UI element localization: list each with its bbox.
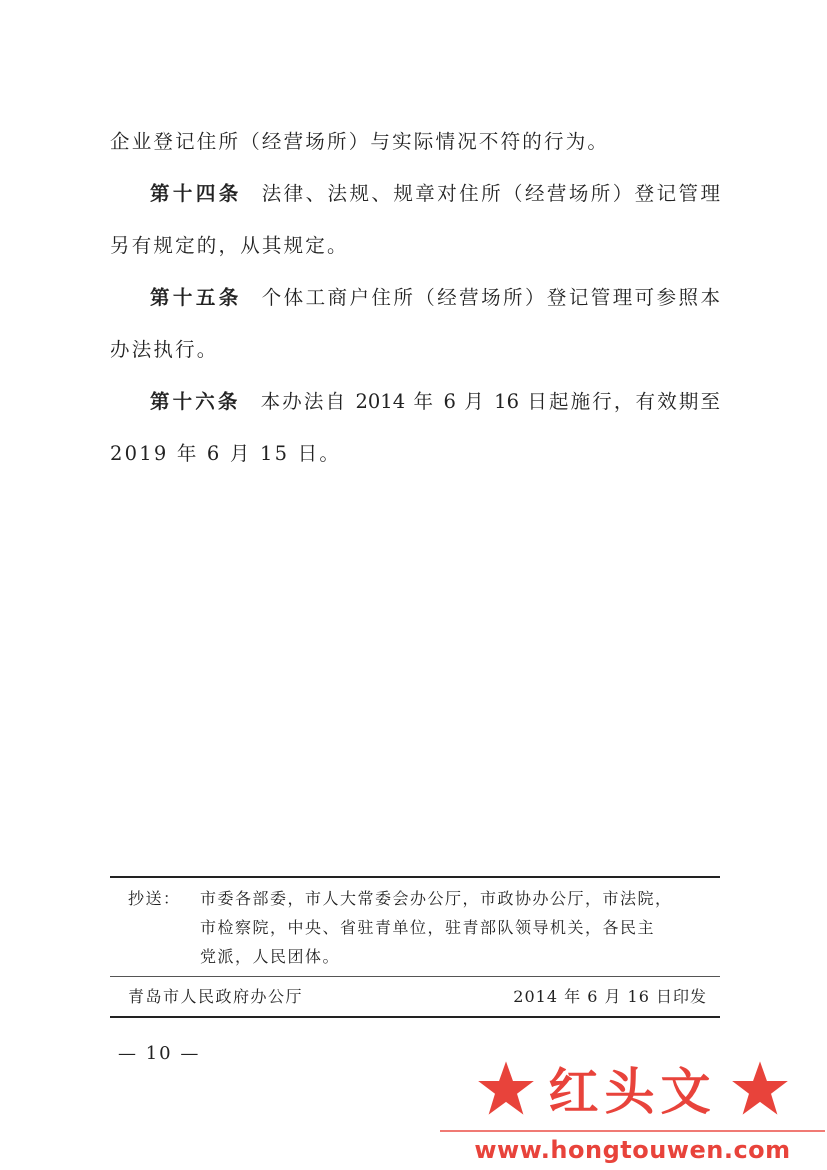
cc-bottom-rule — [110, 976, 720, 977]
watermark-band — [440, 1130, 825, 1132]
cc-recipients: 市委各部委，市人大常委会办公厅，市政协办公厅，市法院， — [200, 889, 673, 908]
article-label: 第十六条 — [150, 390, 241, 413]
issue-bottom-rule — [110, 1016, 720, 1018]
cc-label: 抄送： — [128, 889, 181, 908]
issuing-office: 青岛市人民政府办公厅 — [128, 987, 304, 1006]
cc-recipients: 党派，人民团体。 — [200, 947, 341, 966]
cc-top-rule — [110, 876, 720, 878]
watermark-text: 红头文 — [548, 1062, 717, 1121]
article-text: 本办法自 2014 年 6 月 16 日起施行，有效期至 — [260, 390, 720, 413]
cc-block — [128, 884, 708, 971]
star-icon — [477, 1060, 535, 1116]
article-16 — [110, 388, 720, 416]
watermark — [440, 1052, 825, 1170]
article-label: 第十四条 — [150, 182, 242, 205]
article-15 — [110, 284, 720, 312]
article-label: 第十五条 — [150, 286, 242, 309]
article-14-continued: 另有规定的，从其规定。 — [110, 234, 349, 257]
article-15-continued: 办法执行。 — [110, 338, 219, 361]
article-14 — [110, 180, 720, 208]
article-text: 个体工商户住所（经营场所）登记管理可参照本 — [261, 286, 720, 309]
article-text: 法律、法规、规章对住所（经营场所）登记管理 — [261, 182, 720, 205]
issue-date: 2014 年 6 月 16 日印发 — [513, 987, 707, 1006]
star-icon — [731, 1060, 789, 1116]
watermark-url: www.hongtouwen.com — [474, 1136, 791, 1164]
page-number: — 10 — — [118, 1043, 201, 1064]
article-16-continued: 2019 年 6 月 15 日。 — [110, 442, 342, 465]
paragraph-line: 企业登记住所（经营场所）与实际情况不符的行为。 — [110, 130, 610, 153]
cc-recipients: 市检察院，中央、省驻青单位，驻青部队领导机关，各民主 — [200, 918, 656, 937]
document-body — [110, 128, 720, 468]
